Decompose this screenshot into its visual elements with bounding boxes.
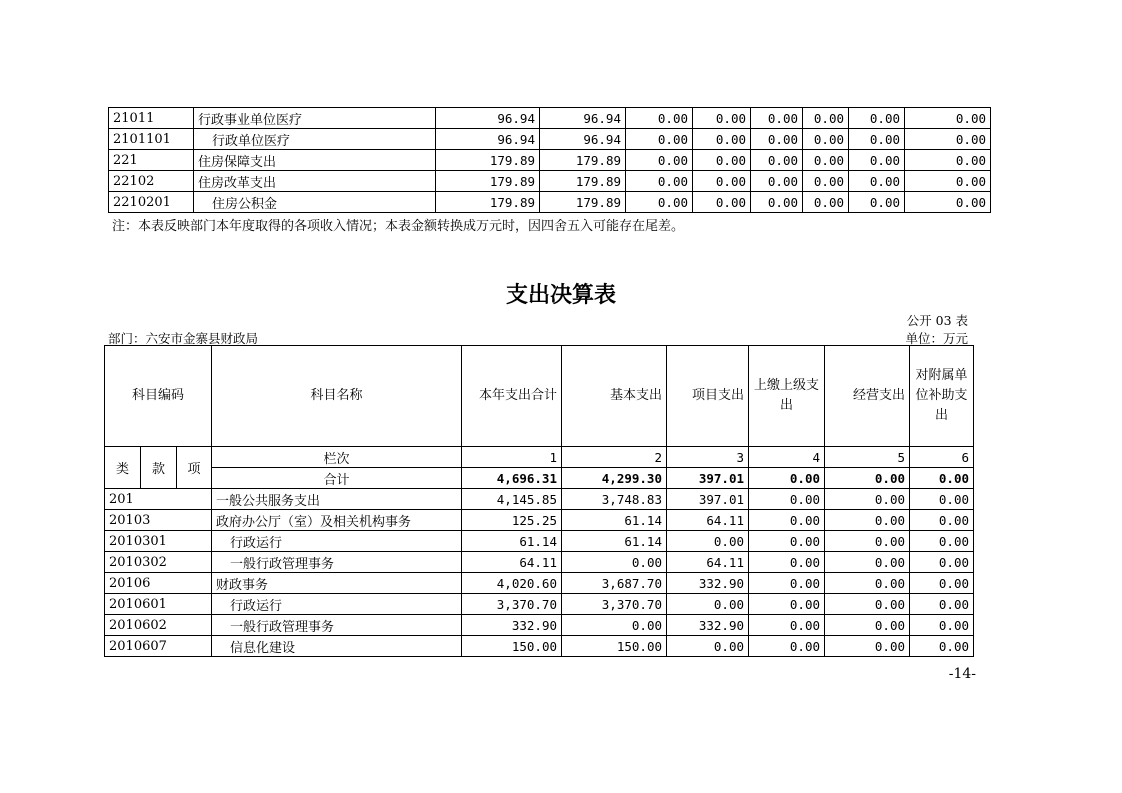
row-value: 64.11: [462, 552, 562, 573]
header-xiang: 项: [177, 447, 212, 489]
row-value: 0.00: [749, 489, 825, 510]
row-value: 0.00: [751, 150, 803, 171]
total-value: 0.00: [825, 468, 910, 489]
table-row: [105, 489, 974, 510]
row-value: 0.00: [910, 594, 974, 615]
row-value: 0.00: [626, 192, 693, 213]
row-value: 0.00: [626, 171, 693, 192]
row-name: 行政单位医疗: [194, 129, 436, 150]
row-value: 0.00: [749, 615, 825, 636]
row-value: 332.90: [462, 615, 562, 636]
row-value: 0.00: [749, 510, 825, 531]
row-value: 0.00: [626, 129, 693, 150]
row-value: 4,020.60: [462, 573, 562, 594]
table-row: [109, 171, 991, 192]
row-value: 0.00: [749, 594, 825, 615]
row-value: 64.11: [667, 510, 749, 531]
row-value: 0.00: [562, 615, 667, 636]
row-value: 0.00: [825, 510, 910, 531]
table-row: [105, 636, 974, 657]
row-name: 行政事业单位医疗: [194, 108, 436, 129]
total-value: 0.00: [910, 468, 974, 489]
row-value: 0.00: [751, 129, 803, 150]
total-value: 397.01: [667, 468, 749, 489]
row-value: 0.00: [803, 171, 849, 192]
row-value: 0.00: [751, 108, 803, 129]
row-value: 0.00: [849, 150, 905, 171]
table-row: [109, 150, 991, 171]
row-value: 0.00: [749, 636, 825, 657]
row-value: 0.00: [751, 171, 803, 192]
row-name: 一般行政管理事务: [212, 552, 462, 573]
row-value: 0.00: [803, 108, 849, 129]
row-value: 0.00: [803, 150, 849, 171]
col-number: 1: [462, 447, 562, 468]
table-row: [105, 510, 974, 531]
row-code: 2101101: [109, 129, 194, 150]
row-value: 0.00: [693, 192, 751, 213]
row-name: 一般行政管理事务: [212, 615, 462, 636]
table-row: [109, 192, 991, 213]
row-name: 住房保障支出: [194, 150, 436, 171]
row-value: 150.00: [562, 636, 667, 657]
row-value: 0.00: [849, 192, 905, 213]
expense-table: [104, 345, 974, 657]
row-value: 0.00: [749, 573, 825, 594]
row-value: 179.89: [540, 192, 626, 213]
header-heji: 合计: [212, 468, 462, 489]
row-value: 0.00: [849, 108, 905, 129]
row-value: 0.00: [905, 192, 991, 213]
row-value: 0.00: [825, 573, 910, 594]
row-value: 4,145.85: [462, 489, 562, 510]
row-value: 179.89: [436, 150, 540, 171]
row-value: 0.00: [667, 531, 749, 552]
row-value: 0.00: [905, 129, 991, 150]
row-name: 一般公共服务支出: [212, 489, 462, 510]
lanci-row: [105, 447, 974, 468]
row-value: 0.00: [626, 108, 693, 129]
row-code: 2210201: [109, 192, 194, 213]
row-value: 3,370.70: [462, 594, 562, 615]
header-kuan: 款: [141, 447, 177, 489]
header-total: 本年支出合计: [462, 346, 562, 447]
row-value: 0.00: [693, 171, 751, 192]
row-value: 0.00: [849, 171, 905, 192]
table-row: [105, 552, 974, 573]
table-note: 注：本表反映部门本年度取得的各项收入情况；本表金额转换成万元时，因四舍五入可能存在尾差。: [112, 219, 685, 234]
row-value: 0.00: [910, 552, 974, 573]
col-number: 4: [749, 447, 825, 468]
page-number: -14-: [948, 666, 976, 682]
header-lei: 类: [105, 447, 141, 489]
totals-row: [105, 468, 974, 489]
row-value: 0.00: [667, 636, 749, 657]
row-value: 0.00: [693, 108, 751, 129]
row-code: 221: [109, 150, 194, 171]
table-row: [105, 573, 974, 594]
row-value: 0.00: [825, 489, 910, 510]
row-value: 64.11: [667, 552, 749, 573]
form-number: 公开 03 表: [906, 313, 968, 328]
row-value: 0.00: [825, 531, 910, 552]
row-value: 61.14: [562, 531, 667, 552]
row-code: 2010301: [105, 531, 212, 552]
row-name: 政府办公厅（室）及相关机构事务: [212, 510, 462, 531]
header-lanci: 栏次: [212, 447, 462, 468]
total-value: 0.00: [749, 468, 825, 489]
row-value: 0.00: [849, 129, 905, 150]
row-value: 0.00: [749, 552, 825, 573]
row-value: 0.00: [910, 636, 974, 657]
row-value: 179.89: [540, 150, 626, 171]
row-value: 0.00: [825, 636, 910, 657]
row-code: 21011: [109, 108, 194, 129]
row-code: 2010602: [105, 615, 212, 636]
row-value: 3,748.83: [562, 489, 667, 510]
row-value: 150.00: [462, 636, 562, 657]
table-row: [109, 129, 991, 150]
row-code: 20106: [105, 573, 212, 594]
row-value: 397.01: [667, 489, 749, 510]
col-number: 5: [825, 447, 910, 468]
table-row: [109, 108, 991, 129]
row-name: 行政运行: [212, 594, 462, 615]
row-value: 0.00: [905, 108, 991, 129]
row-value: 0.00: [825, 615, 910, 636]
row-code: 22102: [109, 171, 194, 192]
col-number: 6: [910, 447, 974, 468]
header-basic: 基本支出: [562, 346, 667, 447]
row-value: 0.00: [562, 552, 667, 573]
row-value: 0.00: [803, 192, 849, 213]
row-value: 0.00: [825, 594, 910, 615]
row-value: 332.90: [667, 615, 749, 636]
total-value: 4,696.31: [462, 468, 562, 489]
row-code: 2010601: [105, 594, 212, 615]
header-name: 科目名称: [212, 346, 462, 447]
row-value: 0.00: [751, 192, 803, 213]
row-value: 125.25: [462, 510, 562, 531]
row-code: 2010302: [105, 552, 212, 573]
row-value: 61.14: [562, 510, 667, 531]
department-label: 部门：六安市金寨县财政局: [108, 331, 259, 346]
total-value: 4,299.30: [562, 468, 667, 489]
row-value: 96.94: [436, 129, 540, 150]
row-value: 0.00: [803, 129, 849, 150]
row-value: 96.94: [540, 129, 626, 150]
row-value: 0.00: [667, 594, 749, 615]
row-value: 0.00: [749, 531, 825, 552]
unit-label: 单位：万元: [905, 331, 968, 346]
row-value: 96.94: [540, 108, 626, 129]
row-value: 96.94: [436, 108, 540, 129]
row-name: 财政事务: [212, 573, 462, 594]
row-value: 0.00: [910, 531, 974, 552]
row-name: 住房改革支出: [194, 171, 436, 192]
header-upper: 上缴上级支出: [749, 346, 825, 447]
page-title: 支出决算表: [505, 283, 616, 308]
row-value: 179.89: [436, 192, 540, 213]
row-value: 0.00: [910, 489, 974, 510]
row-value: 0.00: [905, 150, 991, 171]
table-row: [105, 531, 974, 552]
row-value: 0.00: [910, 510, 974, 531]
row-value: 3,370.70: [562, 594, 667, 615]
row-value: 332.90: [667, 573, 749, 594]
row-name: 信息化建设: [212, 636, 462, 657]
col-number: 2: [562, 447, 667, 468]
row-name: 行政运行: [212, 531, 462, 552]
row-value: 179.89: [540, 171, 626, 192]
header-code: 科目编码: [105, 346, 212, 447]
row-value: 61.14: [462, 531, 562, 552]
top-income-table: [108, 107, 991, 213]
row-code: 201: [105, 489, 212, 510]
row-value: 3,687.70: [562, 573, 667, 594]
header-subsidy: 对附属单位补助支出: [910, 346, 974, 447]
row-value: 0.00: [693, 129, 751, 150]
row-name: 住房公积金: [194, 192, 436, 213]
row-value: 0.00: [626, 150, 693, 171]
row-code: 20103: [105, 510, 212, 531]
row-value: 0.00: [825, 552, 910, 573]
header-project: 项目支出: [667, 346, 749, 447]
header-business: 经营支出: [825, 346, 910, 447]
table-row: [105, 594, 974, 615]
row-value: 0.00: [910, 573, 974, 594]
row-value: 0.00: [905, 171, 991, 192]
row-value: 179.89: [436, 171, 540, 192]
row-code: 2010607: [105, 636, 212, 657]
header-row: [105, 346, 974, 447]
row-value: 0.00: [693, 150, 751, 171]
row-value: 0.00: [910, 615, 974, 636]
table-row: [105, 615, 974, 636]
col-number: 3: [667, 447, 749, 468]
